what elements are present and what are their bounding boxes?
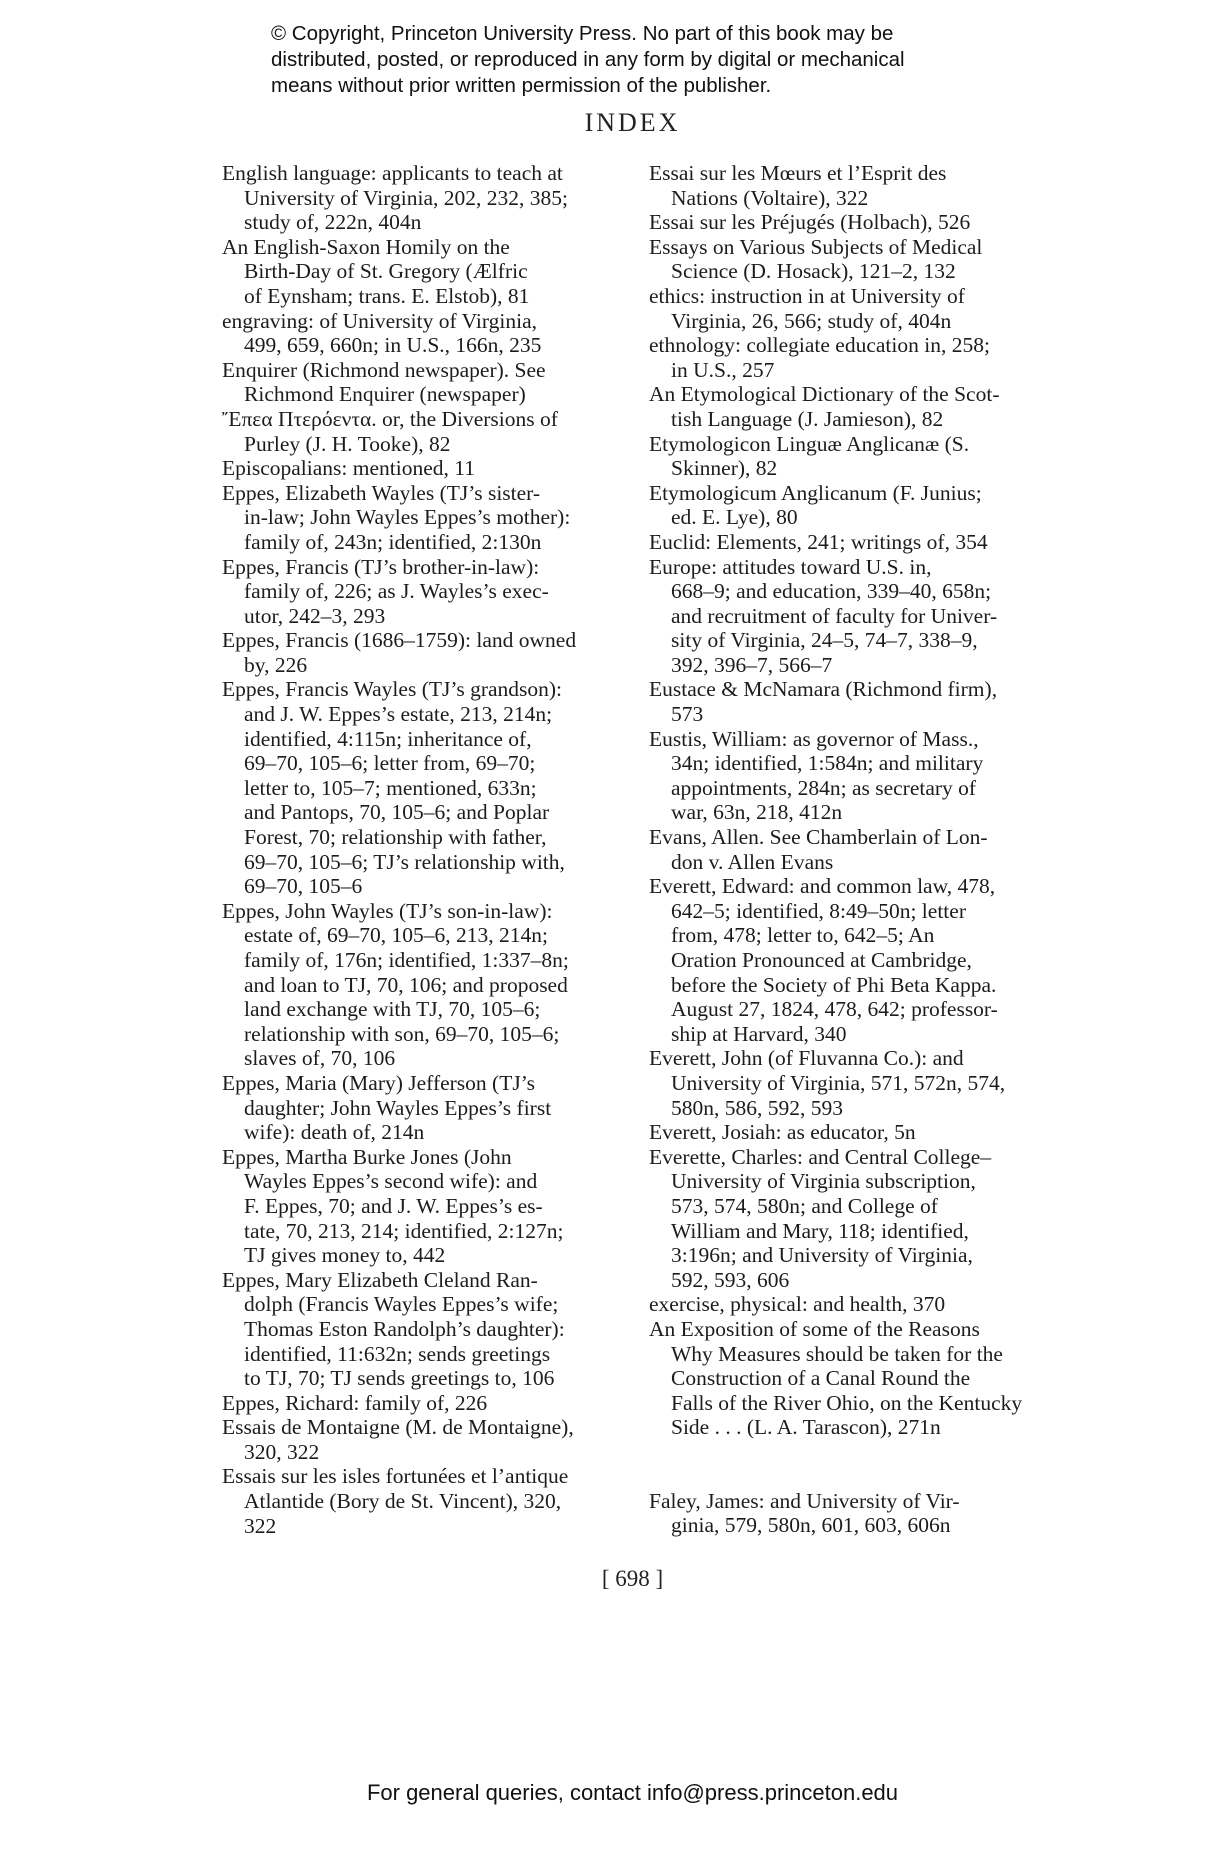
index-entry [649, 1145, 1059, 1293]
index-entry-line: Falls of the River Ohio, on the Kentucky [671, 1390, 1023, 1415]
index-entry-line: Why Measures should be taken for the [671, 1341, 1003, 1366]
index-entry [649, 432, 1059, 481]
index-entry [222, 161, 627, 235]
index-entry-line: daughter; John Wayles Eppes’s first [244, 1095, 552, 1120]
index-entry-line: Forest, 70; relationship with father, [244, 825, 547, 850]
copyright-line: © Copyright, Princeton University Press. No part of this book may be [271, 22, 894, 45]
index-entry [649, 235, 1059, 284]
index-entry-line: in U.S., 257 [671, 357, 775, 382]
index-entry [649, 530, 1059, 555]
index-entry-line: family of, 243n; identified, 2:130n [244, 529, 542, 554]
index-entry-line: An Exposition of some of the Reasons [649, 1316, 980, 1341]
index-entry-line: 592, 593, 606 [671, 1267, 790, 1292]
index-entry-line: Essays on Various Subjects of Medical [649, 234, 983, 259]
index-entry-line: 69–70, 105–6 [244, 874, 363, 899]
index-entry-line: Faley, James: and University of Vir- [649, 1488, 960, 1513]
index-entry-line: 668–9; and education, 339–40, 658n; [671, 579, 992, 604]
index-entry-line: Eppes, John Wayles (TJ’s son-in-law): [222, 898, 553, 923]
index-entry-line: Europe: attitudes toward U.S. in, [649, 554, 932, 579]
index-entry-line: 69–70, 105–6; letter from, 69–70; [244, 751, 536, 776]
index-entry-line: Virginia, 26, 566; study of, 404n [671, 308, 952, 333]
index-entry-line: English language: applicants to teach at [222, 161, 563, 185]
index-entry-line: identified, 4:115n; inheritance of, [244, 726, 532, 751]
index-entry [649, 284, 1059, 333]
index-entry-line: Oration Pronounced at Cambridge, [671, 948, 972, 972]
index-entry-line: 580n, 586, 592, 593 [671, 1095, 843, 1120]
index-entry [649, 1317, 1059, 1440]
index-entry-line: study of, 222n, 404n [244, 210, 422, 235]
index-entry-line: Everett, Edward: and common law, 478, [649, 874, 996, 899]
index-entry-line: ship at Harvard, 340 [671, 1021, 847, 1046]
index-entry [649, 727, 1059, 825]
index-entry-line: Essais de Montaigne (M. de Montaigne), [222, 1415, 574, 1440]
index-entry-line: and Pantops, 70, 105–6; and Poplar [244, 800, 550, 825]
index-entry [649, 874, 1059, 1046]
index-entry-line: 499, 659, 660n; in U.S., 166n, 235 [244, 333, 542, 358]
index-entry-line: by, 226 [244, 652, 308, 677]
index-entry-line: of Eynsham; trans. E. Elstob), 81 [244, 283, 530, 308]
index-entry-line: Ἔπεα Πτερόεντα. or, the Diversions of [222, 406, 558, 431]
index-entry-line: identified, 11:632n; sends greetings [244, 1341, 551, 1366]
index-entry [222, 1415, 627, 1464]
index-entry-line: F. Eppes, 70; and J. W. Eppes’s es- [244, 1193, 543, 1218]
index-entry-line: Eustace & McNamara (Richmond firm), [649, 677, 998, 702]
index-entry-line: University of Virginia, 571, 572n, 574, [671, 1070, 1006, 1095]
index-entry [222, 1071, 627, 1145]
index-entry-line: University of Virginia, 202, 232, 385; [244, 185, 568, 210]
index-entry [649, 1120, 1059, 1145]
index-entry [649, 1489, 1059, 1538]
index-entry-line: Essais sur les isles fortunées et l’antique [222, 1464, 569, 1489]
index-entry [649, 210, 1059, 235]
index-entry-line: An English-Saxon Homily on the [222, 234, 510, 259]
index-entry [222, 1391, 627, 1416]
index-entry-line: Euclid: Elements, 241; writings of, 354 [649, 529, 988, 554]
index-entry [649, 382, 1059, 431]
index-entry-line: to TJ, 70; TJ sends greetings to, 106 [244, 1366, 555, 1391]
index-entry-line: ethnology: collegiate education in, 258; [649, 333, 990, 358]
index-entry-line: Essai sur les Préjugés (Holbach), 526 [649, 210, 971, 235]
index-entry [649, 555, 1059, 678]
index-entry-line: and recruitment of faculty for Univer- [671, 603, 998, 628]
copyright-notice [271, 21, 991, 99]
index-entry [222, 358, 627, 407]
index-entry-line: 34n; identified, 1:584n; and military [671, 751, 984, 776]
index-entry-line: dolph (Francis Wayles Eppes’s wife; [244, 1292, 559, 1317]
index-entry-line: Eppes, Francis (TJ’s brother-in-law): [222, 554, 540, 579]
index-entry-line: Everett, John (of Fluvanna Co.): and [649, 1046, 964, 1071]
index-entry-line: Everett, Josiah: as educator, 5n [649, 1120, 916, 1145]
index-entry-line: in-law; John Wayles Eppes’s mother): [244, 505, 571, 530]
index-entry-line: Birth-Day of St. Gregory (Ælfric [244, 259, 528, 284]
index-column-right [649, 161, 1059, 1538]
index-entry-line: ed. E. Lye), 80 [671, 505, 798, 530]
index-entry-line: wife): death of, 214n [244, 1120, 425, 1145]
index-entry-line: University of Virginia subscription, [671, 1169, 976, 1194]
index-entry [222, 407, 627, 456]
index-entry-line: 392, 396–7, 566–7 [671, 652, 833, 677]
copyright-line: means without prior written permission of the publisher. [271, 74, 772, 97]
index-entry-line: family of, 226; as J. Wayles’s exec- [244, 579, 549, 604]
index-entry-line: 320, 322 [244, 1439, 320, 1464]
index-entry [222, 1145, 627, 1268]
index-entry [222, 555, 627, 629]
index-entry [222, 1268, 627, 1391]
index-entry-line: August 27, 1824, 478, 642; professor- [671, 997, 998, 1022]
index-entry-line: Skinner), 82 [671, 456, 778, 481]
index-entry-line: ethics: instruction in at University of [649, 283, 965, 308]
index-entry-line: sity of Virginia, 24–5, 74–7, 338–9, [671, 628, 978, 653]
index-entry-line: before the Society of Phi Beta Kappa. [671, 972, 997, 997]
index-entry-line: TJ gives money to, 442 [244, 1243, 446, 1268]
index-entry [222, 456, 627, 481]
index-entry-line: Science (D. Hosack), 121–2, 132 [671, 259, 956, 284]
index-entry-line: from, 478; letter to, 642–5; An [671, 923, 935, 948]
index-entry-line: engraving: of University of Virginia, [222, 308, 537, 333]
index-entry-line: Eppes, Francis (1686–1759): land owned [222, 628, 577, 653]
index-entry-line: slaves of, 70, 106 [244, 1046, 396, 1071]
index-entry-line: exercise, physical: and health, 370 [649, 1292, 946, 1317]
index-entry-line: tish Language (J. Jamieson), 82 [671, 406, 944, 431]
index-entry-line: Eppes, Maria (Mary) Jefferson (TJ’s [222, 1070, 536, 1095]
index-entry [649, 1046, 1059, 1120]
index-entry-line: Essai sur les Mœurs et l’Esprit des [649, 161, 947, 185]
index-entry-line: An Etymological Dictionary of the Scot- [649, 382, 1000, 407]
index-entry-line: Wayles Eppes’s second wife): and [244, 1169, 538, 1194]
index-entry-line: tate, 70, 213, 214; identified, 2:127n; [244, 1218, 564, 1243]
index-entry-line: 573, 574, 580n; and College of [671, 1193, 938, 1218]
index-column-left [222, 161, 627, 1538]
index-entry-line: Eppes, Francis Wayles (TJ’s grandson): [222, 677, 563, 702]
index-entry-line: war, 63n, 218, 412n [671, 800, 843, 825]
index-entry-line: utor, 242–3, 293 [244, 603, 386, 628]
index-entry-line: Eppes, Richard: family of, 226 [222, 1390, 488, 1415]
index-entry-line: 573 [671, 702, 704, 727]
letter-section-gap [649, 1440, 1059, 1489]
index-entry [222, 677, 627, 898]
index-entry [649, 1292, 1059, 1317]
index-entry-line: Eustis, William: as governor of Mass., [649, 726, 979, 751]
page-number: [ 698 ] [601, 1566, 664, 1591]
index-entry-line: 322 [244, 1513, 277, 1538]
index-entry-line: 69–70, 105–6; TJ’s relationship with, [244, 849, 565, 874]
index-entry [649, 161, 1059, 210]
index-entry-line: Purley (J. H. Tooke), 82 [244, 431, 451, 456]
index-entry-line: Eppes, Mary Elizabeth Cleland Ran- [222, 1267, 538, 1292]
index-entry-line: Atlantide (Bory de St. Vincent), 320, [244, 1489, 562, 1514]
index-entry-line: Nations (Voltaire), 322 [671, 185, 869, 210]
index-entry-line: Etymologicon Linguæ Anglicanæ (S. [649, 431, 970, 456]
index-entry-line: don v. Allen Evans [671, 849, 834, 874]
index-entry [649, 825, 1059, 874]
index-entry [222, 628, 627, 677]
index-entry-line: 3:196n; and University of Virginia, [671, 1243, 973, 1268]
index-entry [649, 677, 1059, 726]
index-entry-line: appointments, 284n; as secretary of [671, 775, 977, 800]
index-entry [649, 333, 1059, 382]
index-entry-line: and J. W. Eppes’s estate, 213, 214n; [244, 702, 553, 727]
index-entry-line: Everette, Charles: and Central College– [649, 1144, 992, 1169]
index-entry-line: Etymologicum Anglicanum (F. Junius; [649, 480, 982, 505]
index-entry-line: Thomas Eston Randolph’s daughter): [244, 1316, 565, 1341]
index-entry [222, 481, 627, 555]
index-entry-line: letter to, 105–7; mentioned, 633n; [244, 775, 537, 800]
index-entry-line: Richmond Enquirer (newspaper) [244, 382, 526, 407]
index-entry-line: 642–5; identified, 8:49–50n; letter [671, 898, 966, 923]
page-title: INDEX [584, 108, 681, 137]
index-entry [649, 481, 1059, 530]
copyright-line: distributed, posted, or reproduced in any form by digital or mechanical [271, 48, 905, 71]
index-entry-line: land exchange with TJ, 70, 105–6; [244, 997, 541, 1022]
index-entry [222, 235, 627, 309]
index-entry [222, 309, 627, 358]
index-entry-line: Enquirer (Richmond newspaper). See [222, 357, 546, 382]
index-entry-line: Evans, Allen. See Chamberlain of Lon- [649, 825, 988, 850]
index-entry [222, 899, 627, 1071]
footer-contact: For general queries, contact info@press.princeton.edu [366, 1780, 899, 1805]
index-entry-line: and loan to TJ, 70, 106; and proposed [244, 972, 568, 997]
index-entry-line: Construction of a Canal Round the [671, 1366, 971, 1391]
index-entry-line: William and Mary, 118; identified, [671, 1218, 969, 1243]
index-entry-line: relationship with son, 69–70, 105–6; [244, 1021, 560, 1046]
index-entry [222, 1464, 627, 1538]
index-entry-line: Side . . . (L. A. Tarascon), 271n [671, 1415, 941, 1440]
index-entry-line: Episcopalians: mentioned, 11 [222, 456, 475, 481]
index-entry-line: Eppes, Elizabeth Wayles (TJ’s sister- [222, 480, 541, 505]
index-entry-line: family of, 176n; identified, 1:337–8n; [244, 948, 569, 972]
index-entry-line: estate of, 69–70, 105–6, 213, 214n; [244, 923, 548, 948]
index-entry-line: ginia, 579, 580n, 601, 603, 606n [671, 1513, 951, 1538]
index-entry-line: Eppes, Martha Burke Jones (John [222, 1144, 512, 1169]
